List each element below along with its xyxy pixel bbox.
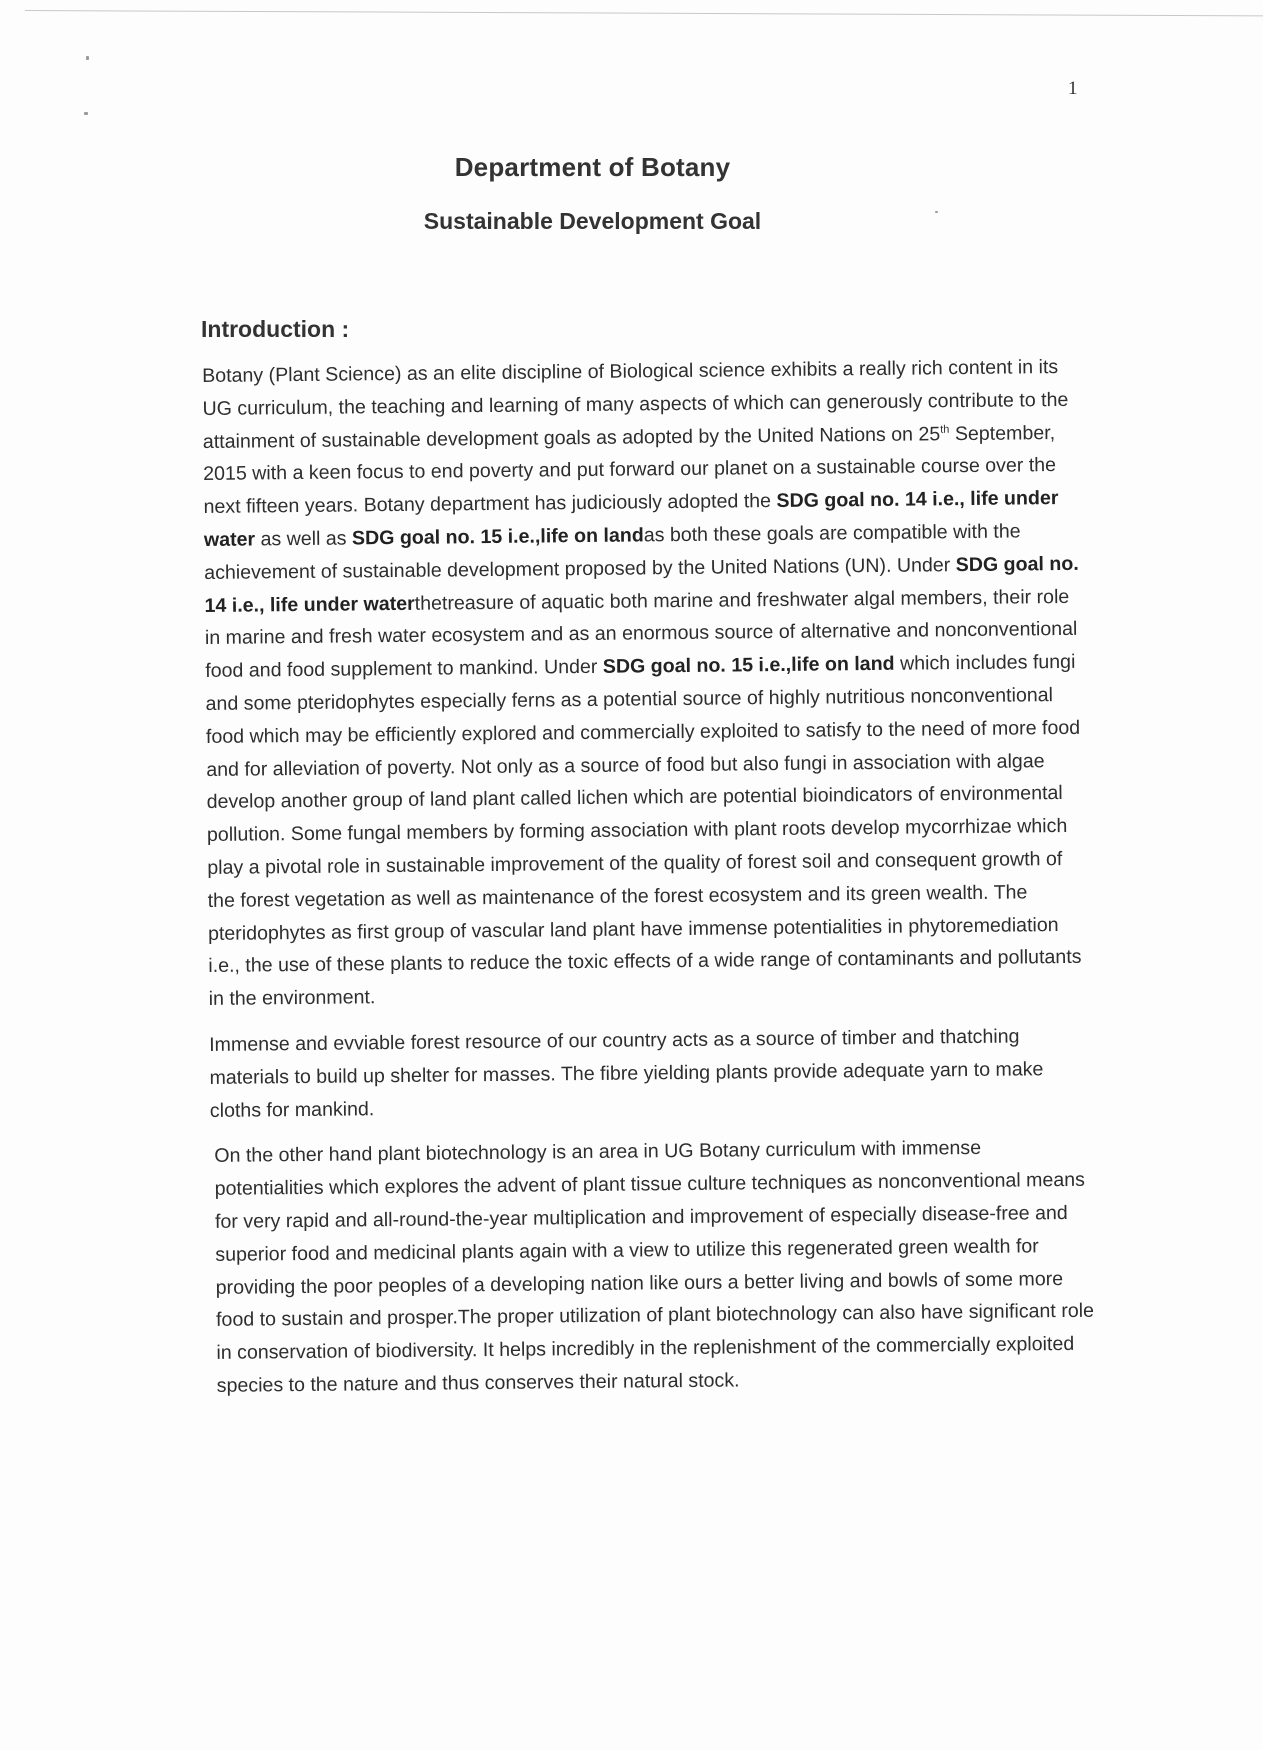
paragraph-introduction — [202, 351, 1094, 1016]
text-run: as both these goals are compatible with the achievement of sustainable development proposed by the United Nations (UN). Under — [204, 520, 1021, 584]
scan-edge-line — [25, 10, 1263, 16]
scan-speck — [84, 112, 88, 115]
text-run: September, 2015 with a keen focus to end poverty and put forward our planet on a sustainable course over the next fifteen years. Botany department has judiciously adopted the — [203, 421, 1057, 519]
scan-speck — [86, 56, 89, 60]
document-title: Department of Botany — [454, 152, 731, 182]
text-run: which includes fungi and some pteridophytes especially ferns as a potential source of highly nutritious nonconventional food which may be efficiently explored and commercially exploited to satisfy to the need of more food and for alleviation of poverty. Not only as a source of food but also fungi in association with algae develop another group of land plant called lichen which are potential bioindicators of environmental pollution. Some fungal members by forming association with plant roots develop mycorrhizae which play a pivotal role in sustainable improvement of the quality of forest soil and consequent growth of the forest vegetation as well as maintenance of the forest ecosystem and its green wealth. The pteridophytes as first group of vascular land plant have immense potentialities in phytoremediation i.e., the use of these plants to reduce the toxic effects of a wide range of contaminants and pollutants in the environment. — [205, 651, 1082, 1011]
text-run: thetreasure of aquatic both marine and freshwater algal members, their role in marine and fresh water ecosystem and as an enormous source of alternative and nonconventional food and food supplement to mankind. Under — [204, 585, 1078, 683]
document-subtitle: Sustainable Development Goal — [423, 208, 762, 234]
bold-text: SDG goal no. 15 i.e.,life on land — [602, 652, 895, 678]
superscript: th — [940, 423, 950, 436]
paragraph-plant-biotechnology: On the other hand plant biotechnology is an area in UG Botany curriculum with immense potentialities which explores the advent of plant tissue culture techniques as nonconventional means for very rapid and all-round-the-year multiplication and improvement of especially disease-free and superior food and medicinal plants again with a view to utilize this regenerated green wealth for providing the poor peoples of a developing nation like ours a better living and bowls of some more food to sustain and prosper.The proper utilization of plant biotechnology can also have significant role in conservation of biodiversity. It helps incredibly in the replenishment of the commercially exploited species to the nature and thus conserves their natural stock. — [214, 1137, 1095, 1397]
text-run: Botany (Plant Science) as an elite discipline of Biological science exhibits a really rich content in its UG curriculum, the teaching and learning of many aspects of which can generously contribute to the attainment of sustainable development goals as adopted by the United Nations on 25 — [202, 356, 1069, 453]
page-number: 1 — [1068, 78, 1078, 99]
bold-text: SDG goal no. 15 i.e.,life on land — [351, 524, 644, 550]
bold-text: SDG goal no. 14 i.e., life under water — [204, 552, 1079, 617]
body-text — [202, 351, 1098, 1403]
text-run: as well as — [254, 527, 353, 551]
section-heading: Introduction : — [201, 316, 350, 342]
paragraph-forest-resource: Immense and evviable forest resource of our country acts as a source of timber and thatching materials to build up shelter for masses. The fibre yielding plants provide adequate yarn to make cloths for mankind. — [209, 1025, 1044, 1122]
bold-text: SDG goal no. 14 i.e., life under water — [203, 487, 1059, 551]
